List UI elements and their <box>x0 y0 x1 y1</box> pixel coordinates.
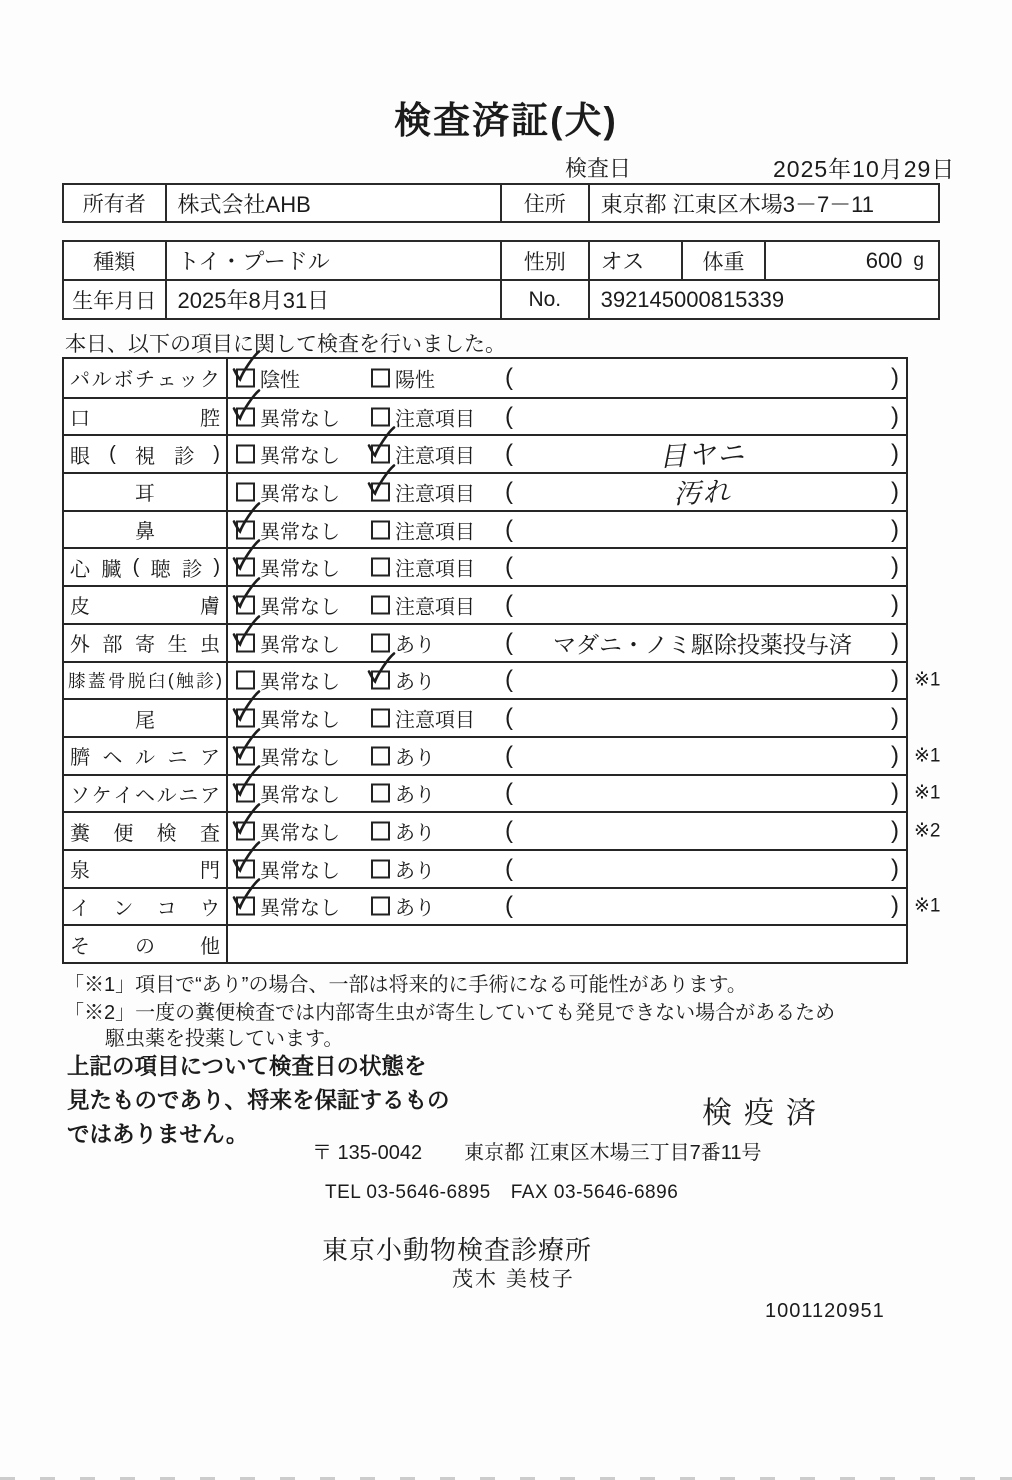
option-label: 注意項目 <box>395 709 475 732</box>
row-body <box>228 813 941 849</box>
checklist-row <box>64 547 906 585</box>
checkmark-icon <box>228 838 262 876</box>
row-label: そ の 他 <box>64 926 228 962</box>
checkmark-icon <box>228 386 262 424</box>
breed-value: トイ・プードル <box>165 242 500 279</box>
no-label: No. <box>500 281 588 318</box>
paren-close-icon: ) <box>891 515 899 543</box>
checklist-row <box>64 736 941 774</box>
option-label: あり <box>395 634 435 657</box>
checklist-table <box>62 357 941 964</box>
paren-close-icon: ) <box>891 741 899 769</box>
row-body <box>228 738 941 774</box>
row-label: 耳 <box>64 474 228 510</box>
row-body <box>228 512 906 548</box>
paren-close-icon: ) <box>891 590 899 618</box>
option-2 <box>371 363 435 392</box>
weight-cell <box>764 242 938 279</box>
row-label: 皮 膚 <box>64 587 228 623</box>
checklist-row <box>64 585 906 623</box>
row-body <box>228 926 906 962</box>
clinic-telfax-line <box>325 1182 678 1204</box>
checklist-row <box>64 924 906 962</box>
paren-close-icon: ) <box>891 704 899 732</box>
page-title: 検査済証(犬) <box>394 100 618 141</box>
row-label: ソ ケ イ ヘ ル ニ ア <box>64 776 228 812</box>
birthdate-label: 生年月日 <box>72 289 157 313</box>
row-label: 糞 便 検 査 <box>64 813 228 849</box>
reference-mark: ※1 <box>914 782 941 804</box>
no-value: 392145000815339 <box>588 281 938 318</box>
checkmark-icon <box>228 574 262 612</box>
checklist-row <box>64 472 906 510</box>
paren-close-icon: ) <box>891 553 899 581</box>
checkmark-icon <box>363 650 397 688</box>
option-label: 注意項目 <box>395 445 475 468</box>
checklist-row <box>64 849 906 887</box>
option-label: 異常なし <box>260 408 340 431</box>
checkmark-icon <box>363 461 397 499</box>
pet-table <box>62 240 940 320</box>
footnote-3: 駆虫薬を投薬しています。 <box>105 1028 344 1050</box>
row-label: 臍 ヘ ル ニ ア <box>64 738 228 774</box>
option-1 <box>236 440 340 469</box>
checklist-row <box>64 698 906 736</box>
postal-code: 〒 135-0042 <box>312 1142 423 1164</box>
row-label: 外 部 寄 生 虫 <box>64 625 228 661</box>
weight-value: 600 <box>865 247 903 273</box>
reference-mark: ※2 <box>914 820 941 842</box>
row-body <box>228 889 941 925</box>
clinic-name: 東京小動物検査診療所 <box>322 1235 593 1265</box>
paren-close-icon: ) <box>891 628 899 656</box>
checkbox <box>236 445 255 464</box>
option-label: あり <box>395 822 435 845</box>
row-body <box>228 549 906 585</box>
quarantine-stamp: 検疫済 <box>702 1097 828 1130</box>
owner-name: 株式会社AHB <box>165 185 500 221</box>
paren-open-icon: ( <box>505 402 513 430</box>
row-body <box>228 474 906 510</box>
paren-open-icon: ( <box>505 477 513 505</box>
option-1 <box>236 892 340 921</box>
option-2 <box>371 477 475 506</box>
reference-mark: ※1 <box>914 895 941 917</box>
row-body <box>228 625 906 661</box>
row-label: 尾 <box>64 700 228 736</box>
row-body <box>228 851 906 887</box>
option-2 <box>371 590 475 619</box>
paren-open-icon: ( <box>505 892 513 920</box>
option-2 <box>371 854 435 883</box>
reference-mark: ※1 <box>914 669 941 691</box>
checklist-row <box>64 510 906 548</box>
intro-text: 本日、以下の項目に関して検査を行いました。 <box>65 333 506 356</box>
owner-label: 所有者 <box>82 193 146 216</box>
paren-open-icon: ( <box>505 363 513 391</box>
paren-open-icon: ( <box>505 553 513 581</box>
option-label: 注意項目 <box>395 521 475 544</box>
checkmark-icon <box>228 876 262 914</box>
option-2 <box>371 704 475 733</box>
entry-text: 目ヤニ <box>658 437 747 473</box>
checkmark-icon <box>228 801 262 839</box>
paren-open-icon: ( <box>505 515 513 543</box>
row-label: 泉 門 <box>64 851 228 887</box>
paren-close-icon: ) <box>891 817 899 845</box>
option-label: 陽性 <box>395 369 435 392</box>
paren-open-icon: ( <box>505 817 513 845</box>
option-label: あり <box>395 784 435 807</box>
row-body <box>228 587 906 623</box>
checklist-row <box>64 811 941 849</box>
disclaimer-text: 上記の項目について検査日の状態を 見たものであり、将来を保証するもの ではありません。 <box>67 1054 450 1147</box>
option-2 <box>371 817 435 846</box>
option-2 <box>371 779 435 808</box>
paren-open-icon: ( <box>505 779 513 807</box>
row-body <box>228 776 941 812</box>
clinic-tel: TEL 03-5646-6895 <box>325 1182 491 1203</box>
paren-open-icon: ( <box>505 628 513 656</box>
row-body <box>228 359 906 397</box>
checkmark-icon <box>228 347 262 385</box>
clinic-address: 東京都 江東区木場三丁目7番11号 <box>464 1142 762 1164</box>
paren-open-icon: ( <box>505 741 513 769</box>
paren-open-icon: ( <box>505 704 513 732</box>
clinic-postal-line <box>312 1136 762 1165</box>
checkbox <box>371 520 390 539</box>
option-1 <box>236 628 340 657</box>
row-label: 心 臓 ( 聴 診 ) <box>64 549 228 585</box>
option-2 <box>371 515 475 544</box>
option-label: 異常なし <box>260 445 340 468</box>
checkbox <box>371 822 390 841</box>
option-2 <box>371 553 475 582</box>
option-label: 異常なし <box>260 671 340 694</box>
option-label: 注意項目 <box>395 558 475 581</box>
reference-mark: ※1 <box>914 745 941 767</box>
row-label: 口 腔 <box>64 399 228 435</box>
checkbox <box>371 897 390 916</box>
paren-close-icon: ) <box>891 363 899 391</box>
row-body <box>228 700 906 736</box>
paren-close-icon: ) <box>891 666 899 694</box>
option-label: 注意項目 <box>395 408 475 431</box>
option-label: あり <box>395 671 435 694</box>
checklist-row <box>64 359 906 397</box>
paren-close-icon: ) <box>891 402 899 430</box>
row-label: 膝 蓋 骨 脱 臼 ( 触 診 ) <box>64 663 228 699</box>
footnote-1: 「※1」項目で“あり”の場合、一部は将来的に手術になる可能性があります。 <box>64 974 747 996</box>
checkmark-icon <box>363 424 397 462</box>
row-label: イ ン コ ウ <box>64 889 228 925</box>
paren-close-icon: ) <box>891 854 899 882</box>
option-label: 異常なし <box>260 860 340 883</box>
checklist-row <box>64 623 906 661</box>
option-label: 異常なし <box>260 596 340 619</box>
checkbox <box>371 746 390 765</box>
checkmark-icon <box>228 763 262 801</box>
entry-text: マダニ・ノミ駆除投薬投与済 <box>553 631 852 658</box>
option-label: 注意項目 <box>395 483 475 506</box>
checkmark-icon <box>228 612 262 650</box>
veterinarian-name: 茂木 美枝子 <box>452 1268 575 1291</box>
option-label: あり <box>395 860 435 883</box>
sex-label: 性別 <box>500 242 588 279</box>
inspection-date-label: 検査日 <box>565 156 632 181</box>
option-label: 異常なし <box>260 521 340 544</box>
checklist-row <box>64 774 941 812</box>
option-label: あり <box>395 747 435 770</box>
row-label: 鼻 <box>64 512 228 548</box>
breed-label: 種類 <box>93 250 136 274</box>
paren-open-icon: ( <box>505 854 513 882</box>
checkbox <box>371 558 390 577</box>
checkbox <box>371 368 390 387</box>
paren-close-icon: ) <box>891 892 899 920</box>
option-label: 異常なし <box>260 709 340 732</box>
option-label: 異常なし <box>260 483 340 506</box>
option-2 <box>371 892 435 921</box>
inspection-date-value: 2025年10月29日 <box>773 156 956 182</box>
option-label: 異常なし <box>260 558 340 581</box>
option-label: 異常なし <box>260 784 340 807</box>
checkmark-icon <box>228 537 262 575</box>
checklist-row <box>64 661 941 699</box>
footnote-2: 「※2」一度の糞便検査では内部寄生虫が寄生していても発見できない場合があるため <box>64 1002 836 1024</box>
paren-close-icon: ) <box>891 477 899 505</box>
checkmark-icon <box>228 725 262 763</box>
option-label: 注意項目 <box>395 596 475 619</box>
checkmark-icon <box>228 688 262 726</box>
sex-value: オス <box>588 242 682 279</box>
row-label: 眼 ( 視 診 ) <box>64 436 228 472</box>
birthdate-value: 2025年8月31日 <box>165 281 500 318</box>
option-label: 異常なし <box>260 634 340 657</box>
option-label: 陰性 <box>260 369 300 392</box>
address-label: 住所 <box>500 185 588 221</box>
weight-unit: g <box>913 249 924 271</box>
weight-label: 体重 <box>681 242 764 279</box>
option-label: 異常なし <box>260 822 340 845</box>
owner-address: 東京都 江東区木場3－7－11 <box>588 185 938 221</box>
paren-open-icon: ( <box>505 440 513 468</box>
option-1 <box>236 402 340 431</box>
option-label: あり <box>395 897 435 920</box>
option-label: 異常なし <box>260 897 340 920</box>
option-2 <box>371 666 435 695</box>
checklist-row <box>64 887 941 925</box>
checkbox <box>371 784 390 803</box>
option-2 <box>371 741 435 770</box>
row-body <box>228 663 941 699</box>
paren-close-icon: ) <box>891 779 899 807</box>
paren-open-icon: ( <box>505 590 513 618</box>
row-label: パ ル ボ チ ェ ッ ク <box>64 359 228 397</box>
owner-table <box>62 183 940 223</box>
checkmark-icon <box>228 499 262 537</box>
clinic-fax: FAX 03-5646-6896 <box>510 1182 679 1203</box>
entry-text: 汚れ <box>672 476 733 510</box>
paren-open-icon: ( <box>505 666 513 694</box>
option-label: 異常なし <box>260 747 340 770</box>
paren-close-icon: ) <box>891 440 899 468</box>
checkbox <box>371 595 390 614</box>
checkbox <box>371 859 390 878</box>
serial-number: 1001120951 <box>765 1300 885 1322</box>
checkbox <box>371 709 390 728</box>
